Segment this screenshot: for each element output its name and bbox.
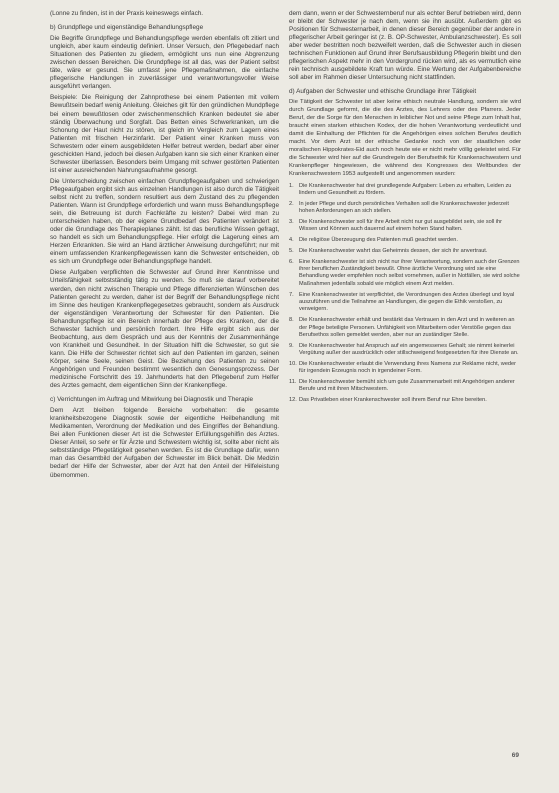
section-heading-b: b) Grundpflege und eigenständige Behandlungspflege bbox=[50, 24, 204, 32]
list-item: 10. Die Krankenschwester erlaubt die Verwendung ihres Namens zur Reklame nicht, weder für irgendein Erzeugnis noch in irgendeiner Form. bbox=[289, 360, 517, 375]
list-item: 7. Eine Krankenschwester ist verpflichtet, die Verordnungen des Arztes überlegt und loyal auszuführen und die Teilnahme an Handlungen, die gegen die Ethik verstoßen, zu verweigern. bbox=[289, 291, 515, 313]
list-item: 2. In jeder Pflege und durch persönliches Verhalten soll die Krankenschwester jederzeit hohen Anforderungen an sich stellen. bbox=[289, 200, 509, 215]
section-heading-d: d) Aufgaben der Schwester und ethische Grundlage ihrer Tätigkeit bbox=[289, 88, 477, 96]
paragraph: Beispiele: Die Reinigung der Zahnprothese bei einem Patienten mit vollem Bewußtsein bedarf wenig Anleitung. Gleiches gilt für den gründlichen Mundpflege bei einem bewußtlosen oder zwischenmenschlich Kranken bedeutet sie aber ständig Überwachung und Sorgfalt. Das Betten eines Schwerkranken, um die Schonung der Haut nicht zu stören, ist gleich im Vergleich zum Lagern eines Patienten mit frischen Herzinfarkt. Der Patient einer Kranken muss von Schwestern oder einem ausgebildeten Helfer betreut werden, bedarf aber einer geschickten Hand, jedoch bei diesen Aufgaben kann sie sich einer Kranken einer Schwester überlassen. Besonders beim Umgang mit schwer gestörten Patienten ist einer ausreichenden Nahrungsaufnahme gesorgt. bbox=[50, 94, 279, 174]
paragraph: dem dann, wenn er der Schwesternberuf nur als echter Beruf betrieben wird, denn er bleibt der Schwester je nach dem, wenn sie ihn ausübt. Außerdem gibt es Positionen für Schwesternarbeit, in denen dieser Bereich gegenüber der andere in pflegerischer Arbeit geringer ist (z. B. OP-Schwester, Ambulanzschwester). Es soll aber weder bestritten noch bezweifelt werden, daß die Schwester auch in diesen technischen Funktionen auf Grund ihrer Berufsausbildung Pflegerin bleibt und den pflegerischen Aspekt mehr in den Vordergrund rücken wird, als es vermutlich eine rein technisch ausgebildete Kraft tun würde. Eine Wertung der Aufgabenbereiche soll aber im Rahmen dieser Untersuchung nicht stattfinden. bbox=[289, 10, 521, 82]
list-item: 6. Eine Krankenschwester ist sich nicht nur ihrer Verantwortung, sondern auch der Grenzen ihrer beruflichen Zuständigkeit bewußt. Ohne ärztliche Verordnung wird sie eine Behandlung weder empfehlen noch selbst vornehmen, außer in Notfällen, sie wird solche Maßnahmen jedenfalls sobald wie möglich einem Arzt melden. bbox=[289, 258, 520, 287]
paragraph: Die Tätigkeit der Schwester ist aber keine ethisch neutrale Handlung, sondern sie wird durch Grundlage geformt, die die des Arztes, des Lehrers oder des Pfarrers. Jeder Beruf, der die Sorge für den Menschen in leiblicher Not und seine Pflege zum Inhalt hat, braucht einen starken ethischen Kodex, der die hohen Verantwortung verdeutlicht und damit die Einhaltung der Pflichten für die Angehörigen eines solchen Berufes deutlich macht. Vor dem Arzt ist der ethische Gedanke noch von der staatlichen oder moralischen Hippokrates-Eid auch noch heute wie er nicht mehr völlig geleistet wird. Für die Schwester wird hier auf die Grundregeln der Berufsethik für Krankenschwestern und Krankenpfleger hingewiesen, die während des Kongresses des Weltbundes der Krankenschwestern 1953 aufgestellt und angenommen wurden: bbox=[289, 99, 521, 177]
paragraph: (Lonne zu finden, ist in der Praxis keineswegs einfach. bbox=[50, 10, 204, 17]
list-item: 1. Die Krankenschwester hat drei grundlegende Aufgaben: Leben zu erhalten, Leiden zu lindern und Gesundheit zu fördern. bbox=[289, 182, 512, 196]
section-heading-c: c) Verrichtungen im Auftrag und Mitwirkung bei Diagnostik und Therapie bbox=[50, 396, 254, 404]
page-number: 69 bbox=[511, 752, 519, 759]
list-item: 9. Die Krankenschwester hat Anspruch auf ein angemessenes Gehalt; sie nimmt keinerlei Vergütung außer der ausdrücklich oder stillschweigend festgesetzten für ihre Dienste an. bbox=[289, 342, 519, 357]
list-item: 8. Die Krankenschwester erhält und bestärkt das Vertrauen in den Arzt und in weiteren an der Pflege beteiligte Personen. Unfähigkeit von Mitarbeitern oder Verstöße gegen das Berufsethos sollen gemeldet werden, aber nur an zuständiger Stelle. bbox=[289, 317, 515, 338]
list-item: 3. Die Krankenschwester soll für ihre Arbeit nicht nur gut ausgebildet sein, sie soll ihr Wissen und Können auch dauernd auf einem hohen Stand halten. bbox=[289, 218, 503, 233]
ethics-rules-list bbox=[289, 183, 521, 405]
paragraph: Die Begriffe Grundpflege und Behandlungspflege werden ebenfalls oft zitiert und ungleich, aber kaum eindeutig definiert. Unser Versuch, den Pflegebedarf nach Situationen des Patienten zu gliedern, ermöglicht uns nun eine Abgrenzung zwischen dessen Bereichen. Die Grundpflege ist all das, was der Patient selbst täte, wäre er gesund. Sie umfasst jene Pflegemaßnahmen, die einfache pflegerische Handlungen in zuverlässiger und verantwortungsvoller Weise ausgeführt verlangen. bbox=[50, 35, 279, 91]
list-item: 11. Die Krankenschwester bemüht sich um gute Zusammenarbeit mit Angehörigen anderer Berufe und mit ihren Mitschwestern. bbox=[289, 379, 515, 393]
list-item: 12. Das Privatleben einer Krankenschwester soll ihrem Beruf nur Ehre bereiten. bbox=[289, 397, 487, 404]
paragraph: Dem Arzt bleiben folgende Bereiche vorbehalten: die gesamte krankheitsbezogene Diagnostik sowie der eigentliche Heilbehandlung mit Medikamenten, Verordnung der Medikation und des Eingriffes der Behandlung. Bei allen Funktionen dieser Art ist die Schwester Erfüllungsgehilfin des Arztes. Dieser Anteil, so sehr er für Ärzte und Schwestern wichtig ist, sollte aber nicht als selbstständige Pflegetätigkeit gesehen werden. Es ist die Grundlage dafür, wenn man das Gesamtbild der Aufgaben der Schwester im Blick behält. Die Medizin bedarf der Hilfe der Schwester, aber der Arzt hat den Anteil der Hilfeleistung übernommen. bbox=[50, 407, 279, 479]
list-item: 4. Die religiöse Überzeugung des Patienten muß geachtet werden. bbox=[289, 237, 458, 244]
left-column bbox=[50, 10, 279, 483]
list-item: 5. Die Krankenschwester wahrt das Geheimnis dessen, der sich ihr anvertraut. bbox=[289, 247, 488, 254]
right-column bbox=[289, 10, 521, 408]
paragraph: Diese Aufgaben verpflichten die Schwester auf Grund ihrer Kenntnisse und Urteilsfähigkeit selbstständig tätig zu werden. So muß sie darauf vorbereitet werden, den nicht zwischen Therapie und Pflege differenzierten Wünschen des Patienten gerecht zu werden, daher ist der Begriff der Behandlungspflege nicht im Sinne des heutigen Krankenpflegegesetzes gebraucht, sondern als Ausdruck der eigenständigen Verantwortung der Schwester für den Patienten. Die Behandlungspflege ist ein Bereich innerhalb der Pflege des Kranken, der die Schwester fachlich und persönlich fordert. Ihre Hilfe ergibt sich aus der Beobachtung, aus dem Gespräch und aus der Kenntnis der Zusammenhänge von Krankheit und Gesundheit. In der Situation hilft die Schwester, so gut sie kann. Die Hilfe der Schwester richtet sich auf den Patienten im ganzen, seinen Körper, seine Seele, seinen Geist. Die Beziehung des Patienten zu seinen Angehörigen und Freunden bestimmt wesentlich den Genesungsprozess. Der medizinische Fortschritt des 19. Jahrhunderts hat den Pflegeberuf zum Helfer des Arztes gemacht, dem eigentlichen Sinn der Krankenpflege. bbox=[50, 269, 279, 390]
paragraph: Die Unterscheidung zwischen einfachen Grundpflegeaufgaben und schwierigen Pflegeaufgaben ergibt sich aus einzelnen Handlungen ist also durch die Tätigkeit selbst nicht zu treffen, sondern resultiert aus dem Zustand des zu pflegenden Patienten. Wann ist Grundpflege erforderlich und wann muss Behandlungspflege sein, die Betreuung ist durch Fachkräfte zu leisten? Dabei wird man zu unterscheiden haben, ob der eigene Grundbedarf des Patienten verändert ist oder die Grundlage des Therapieplanes zählt. Ist das berufliche Wissen gefragt, so handelt es sich um Behandlungspflege. Hier erfolgt die Lagerung eines am Herzen Erkrankten. Sie wird an Hand ärztlicher Anweisung durchgeführt; nur mit einem umfassenden Krankenpflegewissen kann die Schwester entscheiden, ob es sich um Grundpflege oder Behandlungspflege handelt. bbox=[50, 177, 279, 266]
